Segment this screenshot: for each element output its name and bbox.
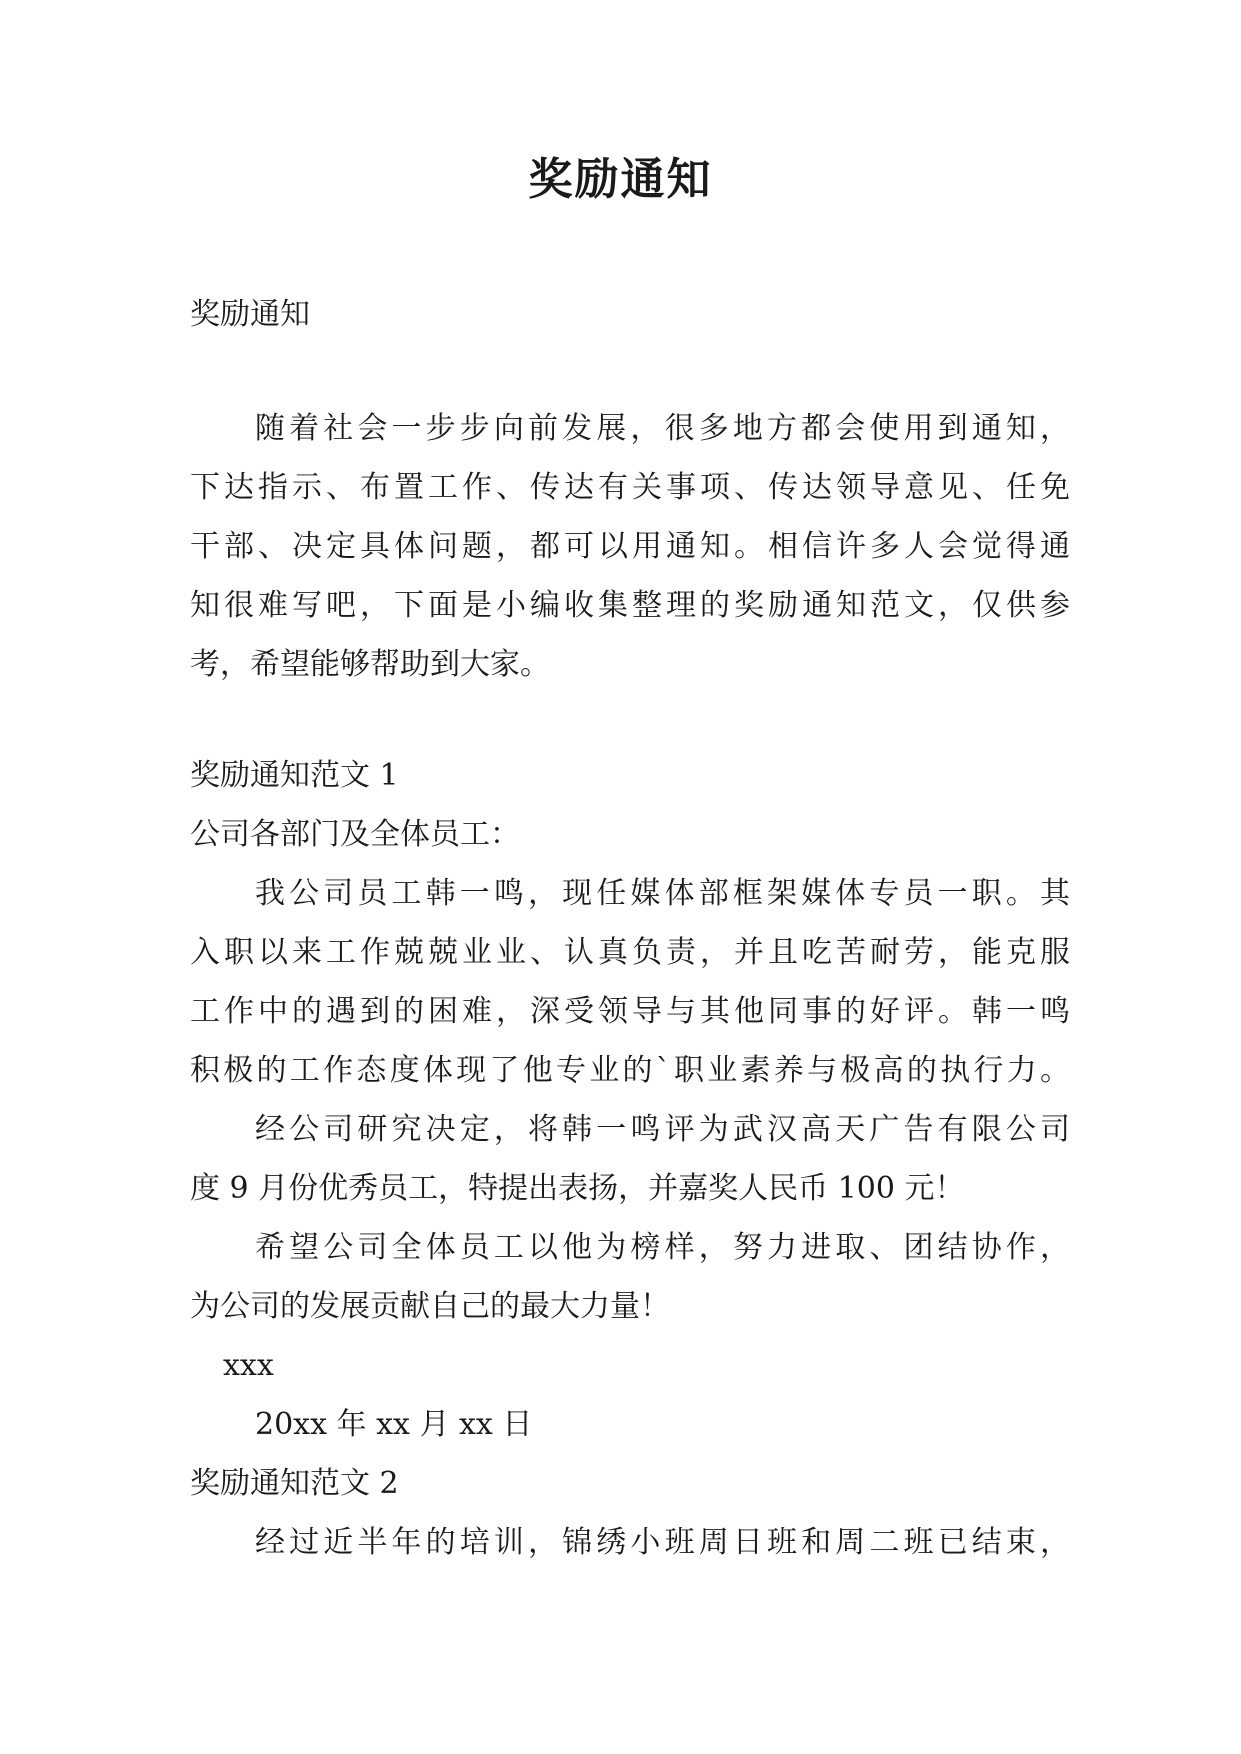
sample1-signature: xxx bbox=[223, 1348, 274, 1383]
sample1-salutation: 公司各部门及全体员工： bbox=[190, 817, 520, 852]
intro-line-5: 考，希望能够帮助到大家。 bbox=[190, 647, 550, 682]
intro-line-2: 下达指示、布置工作、传达有关事项、传达领导意见、任免 bbox=[190, 470, 1070, 505]
document-subtitle: 奖励通知 bbox=[190, 297, 310, 332]
sample2-heading: 奖励通知范文 2 bbox=[190, 1466, 399, 1501]
sample2-para1-line-1: 经过近半年的培训，锦绣小班周日班和周二班已结束， bbox=[255, 1525, 1070, 1560]
sample1-date: 20xx 年 xx 月 xx 日 bbox=[255, 1407, 533, 1442]
intro-line-3: 干部、决定具体问题，都可以用通知。相信许多人会觉得通 bbox=[190, 529, 1070, 564]
sample1-para3-line-1: 希望公司全体员工以他为榜样，努力进取、团结协作， bbox=[255, 1230, 1070, 1265]
sample1-para2-line-1: 经公司研究决定，将韩一鸣评为武汉高天广告有限公司 bbox=[255, 1112, 1070, 1147]
sample1-para3-line-2: 为公司的发展贡献自己的最大力量！ bbox=[190, 1289, 670, 1324]
document-title: 奖励通知 bbox=[528, 154, 713, 205]
sample1-para1-line-1: 我公司员工韩一鸣，现任媒体部框架媒体专员一职。其 bbox=[255, 876, 1070, 911]
intro-line-1: 随着社会一步步向前发展，很多地方都会使用到通知， bbox=[255, 411, 1070, 446]
sample1-para2-line-2: 度 9 月份优秀员工，特提出表扬，并嘉奖人民币 100 元！ bbox=[190, 1171, 965, 1206]
sample1-heading: 奖励通知范文 1 bbox=[190, 758, 399, 793]
intro-line-4: 知很难写吧，下面是小编收集整理的奖励通知范文，仅供参 bbox=[190, 588, 1070, 623]
sample1-para1-line-2: 入职以来工作兢兢业业、认真负责，并且吃苦耐劳，能克服 bbox=[190, 935, 1070, 970]
sample1-para1-line-3: 工作中的遇到的困难，深受领导与其他同事的好评。韩一鸣 bbox=[190, 994, 1070, 1029]
sample1-para1-line-4: 积极的工作态度体现了他专业的`职业素养与极高的执行力。 bbox=[190, 1053, 1070, 1088]
